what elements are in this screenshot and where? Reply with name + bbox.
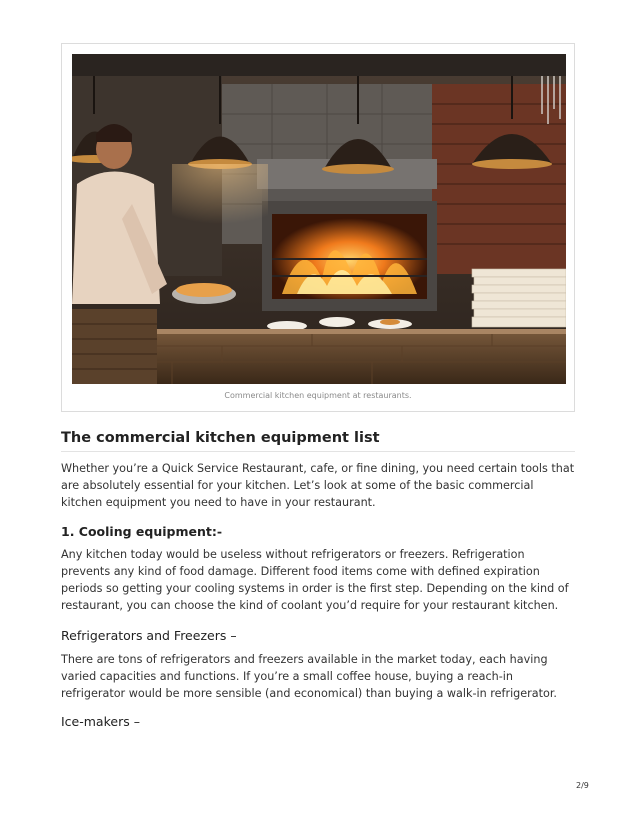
cooling-section	[61, 524, 575, 539]
refrigerators-section	[61, 628, 575, 643]
cooling-body-block	[61, 546, 575, 614]
page-number: 2/9	[576, 781, 589, 790]
section-heading-block	[61, 430, 575, 452]
figure-caption: Commercial kitchen equipment at restaurants.	[224, 391, 412, 400]
icemakers-heading: Ice-makers –	[61, 714, 140, 729]
cooling-paragraph: Any kitchen today would be useless without refrigerators or freezers. Refrigeration prevents any kind of food damage. Different food items come with defined expiration periods so getting your cooling systems in order is the first step. Depending on the kind of restaurant, you can choose the kind of coolant you’d require for your restaurant kitchen.	[61, 548, 569, 612]
kitchen-photo	[72, 54, 566, 384]
figure	[61, 43, 575, 412]
icemakers-section	[61, 714, 575, 729]
refrigerators-body-block	[61, 651, 575, 702]
section-heading: The commercial kitchen equipment list	[61, 430, 575, 452]
cooling-heading: 1. Cooling equipment:-	[61, 524, 223, 539]
intro-block	[61, 460, 575, 511]
intro-paragraph: Whether you’re a Quick Service Restaurant, cafe, or fine dining, you need certain tools that are absolutely essential for your kitchen. Let’s look at some of the basic commercial kitchen equipment you need to have in your restaurant.	[61, 462, 575, 509]
refrigerators-paragraph: There are tons of refrigerators and freezers available in the market today, each having varied capacities and functions. If you’re a small coffee house, buying a reach-in refrigerator would be more sensible (and economical) than buying a walk-in refrigerator.	[61, 653, 557, 700]
refrigerators-heading: Refrigerators and Freezers –	[61, 628, 237, 643]
